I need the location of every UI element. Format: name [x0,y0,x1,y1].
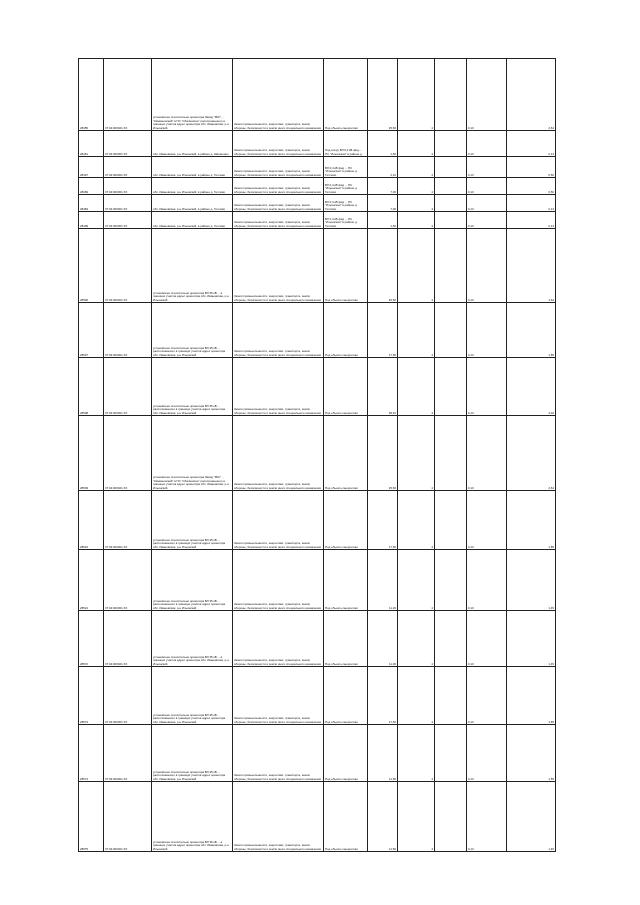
address-cell: установлено относительно ориентира Завод "МЖ", ... "Камашинский" в ПС "Сбалинское" расположенного в границах участка адрес ориентира обл. Ивановская, р-н Ильинский [152,59,233,131]
address-cell: установлено относительно ориентира ВЛ 35 кВ ... в границах участка адрес ориентира обл. Ивановская, р-н Ильинский [152,611,233,667]
row-number: 28467 [79,157,104,178]
table-row [79,303,556,358]
use-cell: Под объекты энергетики [324,550,368,611]
row-number: 28519 [79,491,104,550]
row-number: 28508 [79,358,104,416]
row-number: 28507 [79,303,104,358]
address-cell: установлено относительно ориентира ВЛ 35 кВ ... расположенного в границах участка адрес ориентира обл. Ивановская, р-н Ильинский [152,491,233,550]
area-cell: 38,91 [368,358,398,416]
purpose-cell: Земли промышленности, энергетики, транспорта, земли обороны, безопасности и земли иного специального назначения [233,550,324,611]
rate-cell: 4 [398,782,435,852]
cadastral-number: 37:04:000301:ХХ [104,725,152,782]
pct-cell: 0,13 [467,178,507,195]
purpose-cell: Земли промышленности, энергетики, транспорта, земли обороны, безопасности и земли иного специального назначения [233,303,324,358]
address-cell: обл. Ивановская, р-н Ильинский, в районе д. Теплово [152,195,233,212]
address-cell: обл. Ивановская, р-н Ильинский, в районе д. Теплово [152,157,233,178]
cadastral-number: 37:04:000301:ХХ [104,212,152,229]
rate-cell: 4 [398,358,435,416]
area-cell: 11,50 [368,725,398,782]
sum-cell: 1,55 [507,725,556,782]
blank-cell [435,195,467,212]
purpose-cell: Земли промышленности, энергетики, транспорта, земли обороны, безопасности и земли иного специального назначения [233,195,324,212]
purpose-cell: Земли промышленности, энергетики, транспорта, земли обороны, безопасности и земли иного специального назначения [233,667,324,725]
cadastral-number: 37:04:000301:ХХ [104,303,152,358]
table-row [79,358,556,416]
pct-cell: 0,13 [467,725,507,782]
row-number: 28573 [79,667,104,725]
address-cell: установлено относительно ориентира ВЛ 35 кВ ... в границах участка адрес ориентира обл. Ивановская, р-н Ильинский [152,229,233,303]
blank-cell [435,611,467,667]
rate-cell: 4 [398,178,435,195]
rate-cell: 4 [398,611,435,667]
address-cell: установлено относительно ориентира ВЛ 35 кВ ... расположенного в границах участка адрес ориентира обл. Ивановская, р-н Ильинский [152,358,233,416]
area-cell: 25,60 [368,59,398,131]
blank-cell [435,59,467,131]
rate-cell: 4 [398,303,435,358]
pct-cell: 0,13 [467,491,507,550]
cadastral-number: 37:04:000301:ХХ [104,131,152,157]
land-plot-table [78,58,556,852]
cadastral-number: 37:04:000301:ХХ [104,358,152,416]
use-cell: Под объекты энергетики [324,358,368,416]
blank-cell [435,131,467,157]
blank-cell [435,303,467,358]
area-cell: 17,50 [368,667,398,725]
pct-cell: 0,13 [467,195,507,212]
address-cell: установлено относительно ориентира Завод "МЖ" ... "Камашинский" в ПС "Сбалинское" расположенного в границах участка адрес ориентира обл. Ивановская, р-н Ильинский [152,416,233,491]
pct-cell: 0,13 [467,229,507,303]
row-number: 28574 [79,725,104,782]
sum-cell: 1,45 [507,550,556,611]
row-number: 28572 [79,611,104,667]
table-row [79,416,556,491]
purpose-cell: Земли промышленности, энергетики, транспорта, земли обороны, безопасности и земли иного специального назначения [233,131,324,157]
table-row [79,550,556,611]
use-cell: Под объекты энергетики [324,303,368,358]
rate-cell: 4 [398,725,435,782]
sum-cell: 0,13 [507,131,556,157]
row-number: 28506 [79,229,104,303]
use-cell: ВЛ 0,4 кВ фид ... ПС "Ильинская" в районе д. Теплово [324,195,368,212]
use-cell: Под объекты энергетики [324,782,368,852]
table-row [79,212,556,229]
purpose-cell: Земли промышленности, энергетики, транспорта, земли обороны, безопасности и земли иного специального назначения [233,157,324,178]
blank-cell [435,491,467,550]
area-cell: 11,20 [368,550,398,611]
purpose-cell: Земли промышленности, энергетики, транспорта, земли обороны, безопасности и земли иного специального назначения [233,212,324,229]
rate-cell: 4 [398,491,435,550]
purpose-cell: Земли промышленности, энергетики, транспорта, земли обороны, безопасности и земли иного специального назначения [233,229,324,303]
purpose-cell: Земли промышленности, энергетики, транспорта, земли обороны, безопасности и земли иного специального назначения [233,178,324,195]
area-cell: 25,60 [368,416,398,491]
area-cell: 7,00 [368,178,398,195]
area-cell: 11,50 [368,782,398,852]
rate-cell: 4 [398,667,435,725]
sum-cell: 1,45 [507,611,556,667]
blank-cell [435,178,467,195]
pct-cell: 0,13 [467,611,507,667]
address-cell: установлено относительно ориентира ВЛ 35 кВ ... расположенного в границах участка адрес ориентира обл. Ивановская, р-н Ильинский [152,667,233,725]
sum-cell: 4,64 [507,229,556,303]
pct-cell: 0,13 [467,303,507,358]
blank-cell [435,157,467,178]
table-row [79,611,556,667]
address-cell: обл. Ивановская, р-н Ильинский, в районе д. Теплово [152,178,233,195]
purpose-cell: Земли промышленности, энергетики, транспорта, земли обороны, безопасности и земли иного специального назначения [233,59,324,131]
area-cell: 17,50 [368,491,398,550]
cadastral-number: 37:04:000401:ХХ [104,611,152,667]
area-cell: 2,10 [368,157,398,178]
use-cell: Под объекты энергетики [324,491,368,550]
purpose-cell: Земли промышленности, энергетики, транспорта, земли обороны, безопасности и земли иного специального назначения [233,358,324,416]
rate-cell: 4 [398,212,435,229]
area-cell: 1,50 [368,212,398,229]
purpose-cell: Земли промышленности, энергетики, транспорта, земли обороны, безопасности и земли иного специального назначения [233,611,324,667]
rate-cell: 4 [398,59,435,131]
area-cell: 7,00 [368,195,398,212]
area-cell: 84,60 [368,229,398,303]
row-number: 28509 [79,416,104,491]
purpose-cell: Земли промышленности, энергетики, транспорта, земли обороны, безопасности и земли иного специального назначения [233,725,324,782]
sum-cell: 1,85 [507,491,556,550]
table-row [79,229,556,303]
use-cell: ВЛ 0,4 кВ фид ... ПС "Ильинская" в районе д. Теплово [324,178,368,195]
sum-cell: 1,85 [507,667,556,725]
address-cell: установлено относительно ориентира ВЛ 35 кВ ... расположенного в границах участка адрес ориентира обл. Ивановская, р-н Ильинский [152,550,233,611]
sum-cell: 2,64 [507,416,556,491]
pct-cell: 0,13 [467,59,507,131]
sum-cell: 1,45 [507,782,556,852]
row-number: 28575 [79,782,104,852]
blank-cell [435,782,467,852]
blank-cell [435,212,467,229]
rate-cell: 4 [398,195,435,212]
pct-cell: 0,13 [467,131,507,157]
blank-cell [435,667,467,725]
row-number: 28484 [79,195,104,212]
rate-cell: 4 [398,157,435,178]
blank-cell [435,550,467,611]
area-cell: 1,50 [368,131,398,157]
use-cell: Под объекты энергетики [324,611,368,667]
cadastral-number: 37:04:000301:ХХ [104,178,152,195]
table-row [79,178,556,195]
sum-cell: 3,04 [507,358,556,416]
pct-cell: 0,13 [467,667,507,725]
cadastral-number: 37:04:000401:ХХ [104,229,152,303]
pct-cell: 0,13 [467,212,507,229]
cadastral-number: 37:04:000301:ХХ [104,157,152,178]
pct-cell: 0,13 [467,782,507,852]
use-cell: Под объекты энергетики [324,725,368,782]
cadastral-number: 37:04:000401:ХХ [104,416,152,491]
cadastral-number: 37:04:000301:ХХ [104,491,152,550]
use-cell: Под объекты энергетики [324,59,368,131]
table-row [79,59,556,131]
table-body [79,59,556,852]
blank-cell [435,358,467,416]
cadastral-number: 37:04:000301:ХХ [104,667,152,725]
address-cell: обл. Ивановская, р-н Ильинский, в районе д. Шалашино [152,131,233,157]
sum-cell: 0,50 [507,178,556,195]
blank-cell [435,229,467,303]
table-row [79,491,556,550]
purpose-cell: Земли промышленности, энергетики, транспорта, земли обороны, безопасности и земли иного специального назначения [233,782,324,852]
use-cell: ВЛ 0,4 кВ фид ... ПС "Ильинская" в районе д. Теплово [324,157,368,178]
table-row [79,667,556,725]
purpose-cell: Земли промышленности, энергетики, транспорта, земли обороны, безопасности и земли иного специального назначения [233,416,324,491]
table-row [79,157,556,178]
row-number: 28521 [79,550,104,611]
address-cell: установлено относительно ориентира ВЛ 35 кВ ... в границах участка адрес ориентира обл. Ивановская, р-н Ильинский [152,782,233,852]
sum-cell: 2,64 [507,59,556,131]
row-number: 28455 [79,59,104,131]
pct-cell: 0,13 [467,550,507,611]
blank-cell [435,416,467,491]
address-cell: установлено относительно ориентира ВЛ 35 кВ ... расположенного в границах участка адрес ориентира обл. Ивановская, р-н Ильинский [152,725,233,782]
sum-cell: 0,13 [507,195,556,212]
area-cell: 11,00 [368,611,398,667]
cadastral-number: 37:04:000401:ХХ [104,59,152,131]
use-cell: Под объекты энергетики [324,416,368,491]
row-number: 28469 [79,178,104,195]
row-number: 28499 [79,212,104,229]
address-cell: установлено относительно ориентира ВЛ 35 кВ ... расположенного в границах участка адрес ориентира обл. Ивановская, р-н Ильинский [152,303,233,358]
table-row [79,782,556,852]
address-cell: обл. Ивановская, р-н Ильинский, в районе д. Теплово [152,212,233,229]
table-row [79,195,556,212]
rate-cell: 4 [398,229,435,303]
row-number: 28461 [79,131,104,157]
rate-cell: 4 [398,131,435,157]
use-cell: Под объекты энергетики [324,229,368,303]
pct-cell: 0,13 [467,157,507,178]
pct-cell: 0,13 [467,416,507,491]
table-row [79,131,556,157]
purpose-cell: Земли промышленности, энергетики, транспорта, земли обороны, безопасности и земли иного специального назначения [233,491,324,550]
cadastral-number: 37:04:000301:ХХ [104,550,152,611]
cadastral-number: 37:04:000301:ХХ [104,195,152,212]
rate-cell: 4 [398,416,435,491]
area-cell: 17,50 [368,303,398,358]
sum-cell: 0,13 [507,212,556,229]
blank-cell [435,725,467,782]
rate-cell: 4 [398,550,435,611]
use-cell: Под объекты энергетики [324,667,368,725]
table-row [79,725,556,782]
sum-cell: 1,85 [507,303,556,358]
use-cell: ВЛ 0,4 кВ фид ... ПС "Ильинская" в районе д. Теплово [324,212,368,229]
pct-cell: 0,13 [467,358,507,416]
sum-cell: 0,50 [507,157,556,178]
cadastral-number: 37:04:000401:ХХ [104,782,152,852]
use-cell: Под опору ВЛ 0,4 кВ фид.... ПС "Ильинская" в районе д. [324,131,368,157]
